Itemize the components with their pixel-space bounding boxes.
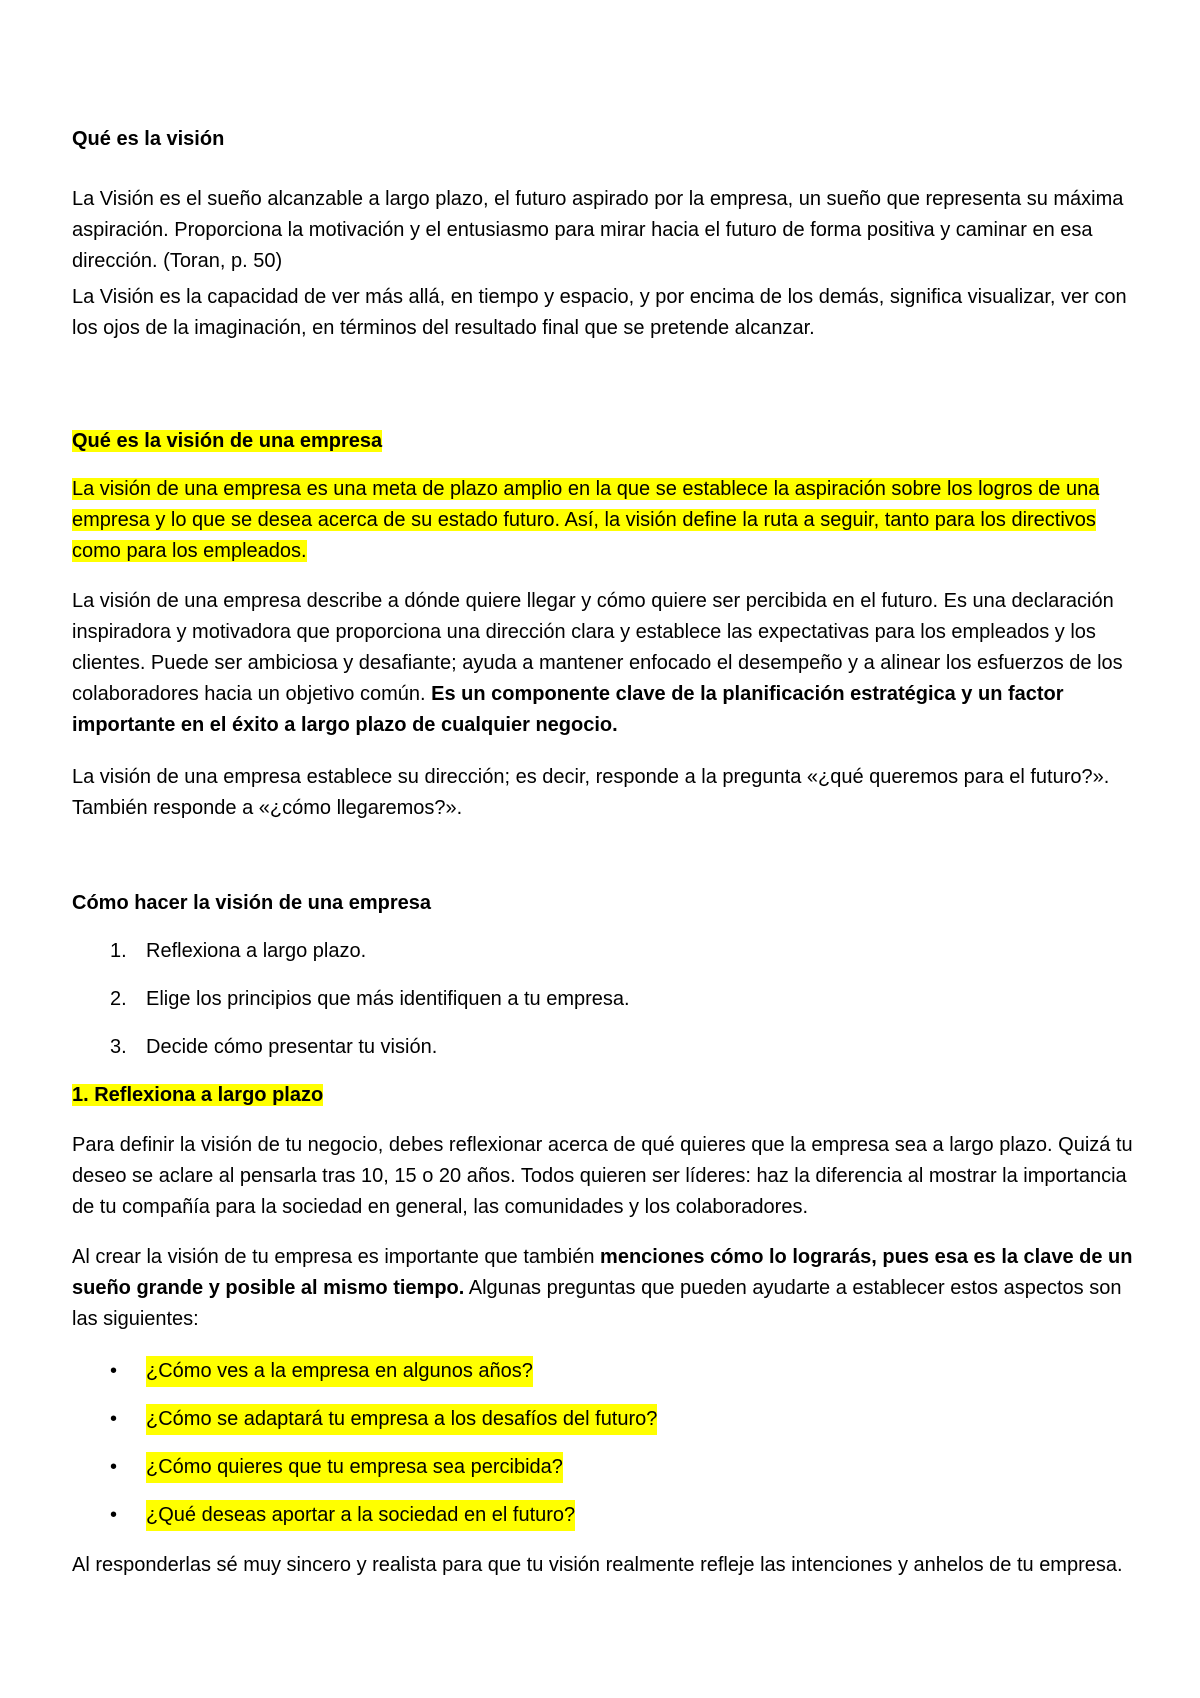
paragraph-text: Algunas preguntas que pueden ayudarte a establecer estos aspectos son las siguientes: (72, 1277, 1122, 1330)
list-item-text: Reflexiona a largo plazo. (146, 940, 367, 962)
list-number: 2. (110, 988, 127, 1010)
question-text: ¿Qué deseas aportar a la sociedad en el futuro? (146, 1500, 575, 1531)
bullet-icon: • (110, 1360, 118, 1382)
bullet-icon: • (110, 1456, 118, 1478)
bullet-icon: • (110, 1408, 118, 1430)
paragraph-crear-vision (72, 1242, 1142, 1335)
list-item-text: Elige los principios que más identifiquen a tu empresa. (146, 988, 630, 1010)
list-item-text: Decide cómo presentar tu visión. (146, 1036, 438, 1058)
bold-text: Es un componente clave de la planificación estratégica y un factor importante en el éxito a largo plazo de cualquier negocio. (72, 683, 1064, 736)
paragraph-vision-capacity: La Visión es la capacidad de ver más allá, en tiempo y espacio, y por encima de los demás, significa visualizar, ver con los ojos de la imaginación, en términos del resultado final que se pretende alcanzar. (72, 286, 1127, 339)
paragraph-vision-direccion: La visión de una empresa establece su dirección; es decir, responde a la pregunta «¿qué queremos para el futuro?». También responde a «¿cómo llegaremos?». (72, 766, 1110, 819)
paragraph-text: Al crear la visión de tu empresa es importante que también (72, 1246, 601, 1268)
heading-como-hacer: Cómo hacer la visión de una empresa (72, 892, 432, 914)
paragraph-vision-empresa-highlight (72, 474, 1142, 567)
list-number: 1. (110, 940, 127, 962)
heading-que-es-la-vision: Qué es la visión (72, 128, 225, 150)
bold-text: menciones cómo lo lograrás, pues esa es la clave de un sueño grande y posible al mismo tiempo. (72, 1246, 1133, 1299)
question-text: ¿Cómo ves a la empresa en algunos años? (146, 1356, 533, 1387)
bullet-icon: • (110, 1504, 118, 1526)
question-text: ¿Cómo se adaptará tu empresa a los desafíos del futuro? (146, 1404, 657, 1435)
highlighted-text: La visión de una empresa es una meta de plazo amplio en la que se establece la aspiración sobre los logros de una empresa y lo que se desea acerca de su estado futuro. Así, la visión define la ruta a seguir, tanto para los directivos como para los empleados. (72, 478, 1100, 562)
paragraph-vision-empresa-describe (72, 586, 1142, 741)
heading-highlight: 1. Reflexiona a largo plazo (72, 1084, 324, 1106)
heading-reflexiona (72, 1080, 1142, 1111)
question-text: ¿Cómo quieres que tu empresa sea percibida? (146, 1452, 563, 1483)
heading-highlight: Qué es la visión de una empresa (72, 430, 383, 452)
paragraph-responderlas: Al responderlas sé muy sincero y realista para que tu visión realmente refleje las intenciones y anhelos de tu empresa. (72, 1554, 1123, 1576)
paragraph-text: La visión de una empresa describe a dónde quiere llegar y cómo quiere ser percibida en el futuro. Es una declaración inspiradora y motivadora que proporciona una dirección clara y establece las expectativas para los empleados y los clientes. Puede ser ambiciosa y desafiante; ayuda a mantener enfocado el desempeño y a alinear los esfuerzos de los colaboradores hacia un objetivo común. (72, 590, 1123, 705)
list-number: 3. (110, 1036, 127, 1058)
paragraph-definir-vision: Para definir la visión de tu negocio, debes reflexionar acerca de qué quieres que la empresa sea a largo plazo. Quizá tu deseo se aclare al pensarla tras 10, 15 o 20 años. Todos quieren ser líderes: haz la diferencia al mostrar la importancia de tu compañía para la sociedad en general, las comunidades y los colaboradores. (72, 1134, 1133, 1218)
paragraph-vision-definition: La Visión es el sueño alcanzable a largo plazo, el futuro aspirado por la empresa, un sueño que representa su máxima aspiración. Proporciona la motivación y el entusiasmo para mirar hacia el futuro de forma positiva y caminar en esa dirección. (Toran, p. 50) (72, 188, 1124, 272)
heading-vision-empresa (72, 426, 1142, 457)
